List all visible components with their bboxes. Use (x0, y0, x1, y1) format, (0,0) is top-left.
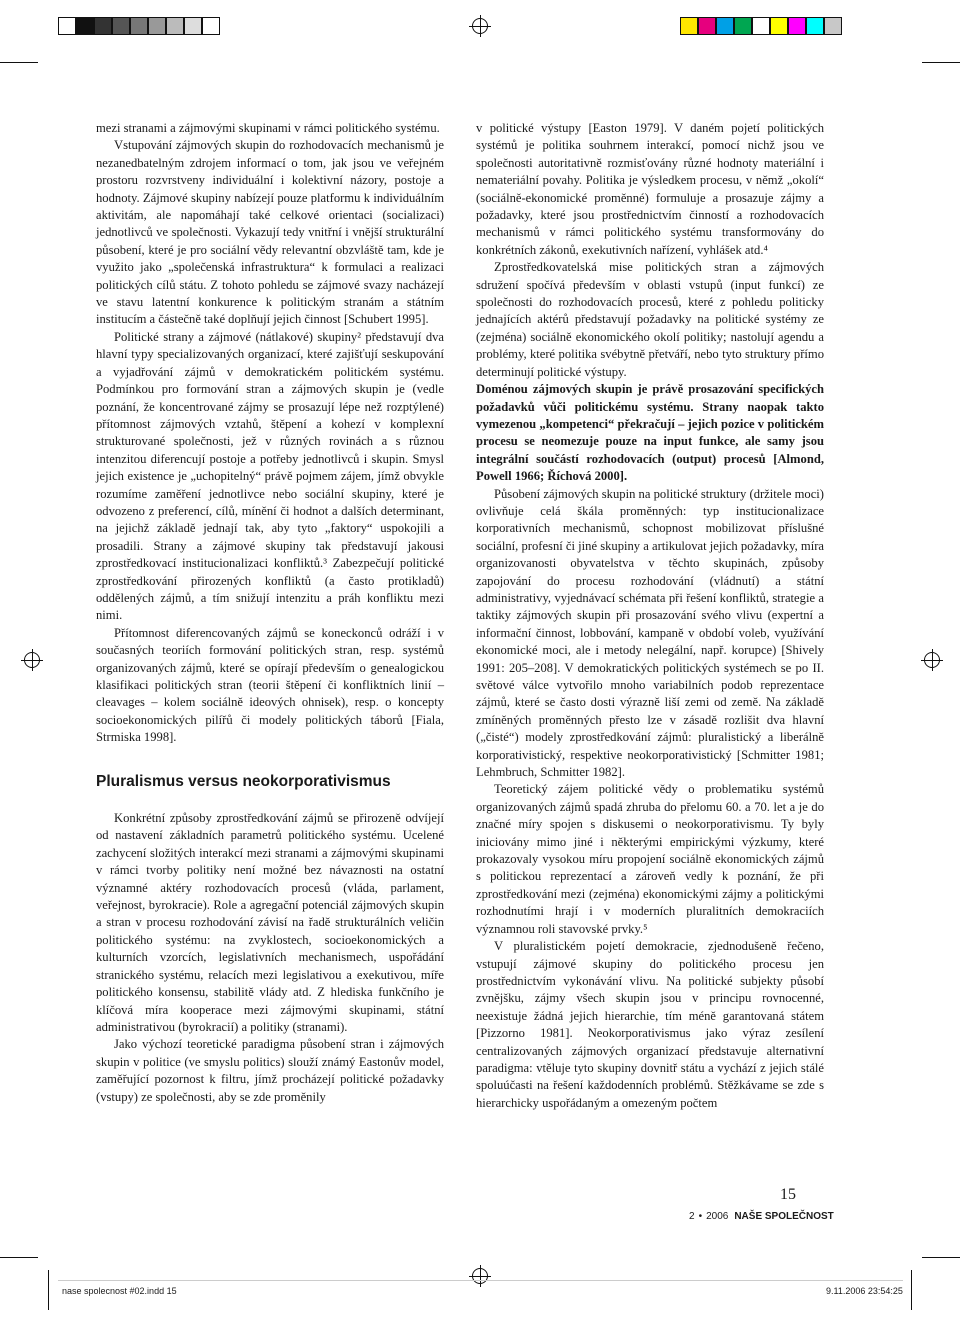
calibration-swatch (716, 17, 734, 35)
crop-mark (911, 1270, 912, 1310)
calibration-swatch (698, 17, 716, 35)
registration-mark-right-icon (924, 652, 940, 668)
print-slug (58, 1280, 903, 1301)
section-heading: Pluralismus versus neokorporativismus (96, 772, 391, 790)
issue-number: 2 (689, 1211, 695, 1222)
calibration-swatch (752, 17, 770, 35)
issue-year: 2006 (706, 1211, 729, 1222)
body-paragraph: v politické výstupy [Easton 1979]. V daném pojetí politických systémů je politika souhrnem interakcí, pomocí nichž jsou ve společnosti autoritativně rozmisťovány různé hodnoty materiální i nemateriální povahy. Politika je výsledkem procesu, v němž „okolí“ (sociálně-ekonomické proměnné) formuluje a prosazuje zájmy a požadavky, které jsou prostřednictvím činností a rozhodovacích mechanismů v rámci politického systému transformovány do konkrétních zákonů, exekutivních nařízení, vyhlášek atd.⁴ (476, 121, 824, 257)
calibration-swatch (202, 17, 220, 35)
body-paragraph: Teoretický zájem politické vědy o problematiku systémů organizovaných zájmů spadá zhruba do přelomu 60. a 70. let a je do značné míry spojen s diskusemi o neokorporativismu. Ty byly iniciovány mimo jiné i některými empirickými výzkumy, které prokazovaly vysokou míru propojení sociálně ekonomických zájmů s politickou reprezentací a zároveň vedly k poznání, že při zprostředkování mezi (zejména) ekonomickými zájmy a politickými rozhodnutími hrají i v moderních pluralitních demokraciích významnou roli stavovské prvky.⁵ (476, 782, 824, 936)
file-slug: nase spolecnost #02.indd 15 (62, 1286, 177, 1296)
calibration-swatch (770, 17, 788, 35)
body-paragraph: Konkrétní způsoby zprostředkování zájmů se přirozeně odvíjejí od nastavení základních parametrů politického systému. Ucelené zachycení složitých interakcí mezi stranami a zájmovými skupinami v rámci tvorby politiky není možné bez návaznosti na ostatní významné aktéry rozhodovacích procesů (vláda, parlament, veřejnost, byrokracie). Role a agregační potenciál zájmových skupin a stran v procesu rozhodování závisí na řadě strukturálních veličin politického systému: na zvyklostech, socioekonomických a kulturních vzorcích, legislativních mechanismech, uspořádání stranického systému, relacích mezi legislativou a exekutivou, míře politického konsensu, stabilitě vlády atd. Z hlediska funkčního je klíčová míra kooperace mezi zájmovými skupinami, státní administrativou (byrokracií) a politiky (stranami). (96, 811, 444, 1034)
body-paragraph: Politické strany a zájmové (nátlakové) skupiny² představují dva hlavní typy specializovaných organizací, které zajišťují seskupování a vyjadřování zájmů v demokratickém politickém systému. Podmínkou pro formování stran a zájmových skupin je (vedle poznání, že koncentrované zájmy se prosazují lépe než rozptýlené) přítomnost zájmových vztahů, štěpení a kohezí v komplexní strukturované společnosti, jež v různých rovinách a s různou intenzitou diferencují postoje a potřeby jednotlivců i skupin. Smysl jejich existence je „uchopitelný“ právě pojmem zájem, jímž obvykle rozumíme zaměření jednotlivce nebo sociální skupiny, které je odvozeno z preferencí, cílů, mínění či hodnot a dalších determinant, na jejichž základě jednají tak, aby tyto „faktory“ uspokojili a prosadili. Strany a zájmové skupiny tak představují jakousi zprostředkovací institucionalizaci konfliktů.³ Zabezpečují politické zprostředkování přirozených konfliktů (a často protikladů) oddělených zájmů, a tím snižují intenzitu a práh konfliktu mezi nimi. (96, 329, 444, 623)
body-paragraph: Působení zájmových skupin na politické struktury (držitele moci) ovlivňuje celá škála proměnných: typ institucionalizace korporativních mechanismů, schopnost mobilizovat příslušné sociální, profesní či jiné skupiny a artikulovat jejich požadavky, míra organizovanosti obyvatelstva v těchto skupinách, způsoby zapojování do procesu rozhodování (vládnutí) a státní administrativy, vyjednávací schémata při řešení konfliktů, strategie a taktiky zájmových skupin při prosazování svého vlivu (expertní a informační činnost, lobbování, kampaně v období voleb, využívání ekonomické moci, ale i metody nelegální, např. korupce) [Shively 1991: 205–208]. V demokratických politických systémech se po II. světové válce vytvořilo mnoho variabilních podob reprezentace zájmů, které se často dosti výrazně liší zemi od země. Na základě zmíněných proměnných přesto lze v zásadě rozlišit dva hlavní („čisté“) modely zprostředkování zájmů: pluralistický a liberálně korporativistický, respektive neokorporativistický [Schmitter 1981; Lehmbruch, Schmitter 1982]. (476, 486, 824, 780)
right-text-column (476, 120, 824, 1112)
crop-mark (48, 1270, 49, 1310)
calibration-swatch (166, 17, 184, 35)
journal-name: NAŠE SPOLEČNOST (734, 1211, 834, 1222)
calibration-swatch (734, 17, 752, 35)
crop-mark (922, 1257, 960, 1258)
calibration-swatch (58, 17, 76, 35)
calibration-swatch (788, 17, 806, 35)
calibration-swatch (806, 17, 824, 35)
body-paragraph: Jako výchozí teoretické paradigma působení stran i zájmových skupin v politice (ve smyslu politics) slouží známý Eastonův model, zaměřující pozornost k filtru, jímž procházejí politické požadavky (vstupy) ze společnosti, aby se zde proměnily (96, 1037, 444, 1104)
calibration-swatch (112, 17, 130, 35)
page-number: 15 (780, 1186, 796, 1203)
color-calibration-bar (680, 17, 842, 35)
crop-mark (0, 62, 38, 63)
registration-mark-left-icon (24, 652, 40, 668)
calibration-swatch (94, 17, 112, 35)
left-text-column (96, 120, 444, 1106)
crop-mark (922, 62, 960, 63)
separator-dot-icon: • (698, 1211, 703, 1222)
body-paragraph: mezi stranami a zájmovými skupinami v rámci politického systému. (96, 121, 440, 135)
calibration-swatch (680, 17, 698, 35)
print-timestamp: 9.11.2006 23:54:25 (826, 1286, 903, 1296)
crop-mark (0, 1257, 38, 1258)
calibration-swatch (148, 17, 166, 35)
grayscale-calibration-bar (58, 17, 220, 35)
running-footer (689, 1211, 834, 1222)
calibration-swatch (824, 17, 842, 35)
calibration-swatch (76, 17, 94, 35)
body-paragraph: Vstupování zájmových skupin do rozhodovacích mechanismů je nezanedbatelným zdrojem informací o tom, jak jsou ve veřejném prostoru rozvrstveny individuální i kolektivní názory, postoje a hodnoty. Zájmové skupiny nabízejí pouze platformu k individuálním aktivitám, ale napomáhají také celkové orientaci (socializaci) jednotlivců ve společnosti. Vykazují tedy vnitřní i vnější strukturální působení, které je pro sociální vědy relevantní obzvláště tam, kde je využito jako „společenská infrastruktura“ k formulaci a realizaci politických cílů státu. Z tohoto pohledu se zájmové svazy nacházejí ve stavu latentní konkurence k politickým stranám a státním institucím a částečně také doplňují jejich činnost [Schubert 1995]. (96, 138, 444, 327)
body-paragraph: Přítomnost diferencovaných zájmů se koneckonců odráží i v současných teoriích formování politických stran, resp. systémů organizovaných zájmů, které se opírají především o genealogickou klasifikaci politických stran (teorii štěpení či konfliktních linií – cleavages – kolem sociálně ideových ohnisek), resp. o koncepty socioekonomických pilířů či modely politických táborů [Fiala, Strmiska 1998]. (96, 625, 444, 745)
body-paragraph: Zprostředkovatelská mise politických stran a zájmových sdružení spočívá především v oblasti vstupů (input funkcí) ze společnosti do rozhodovacích procesů, které z pohledu politicky jednajících aktérů představují požadavky na politické systémy ze (zejména) sociálně ekonomického okolí politiky; nastolují agendu a problémy, které politika svébytně přetváří, nebo tyto struktury přímo determinují politické výstupy. (476, 260, 824, 379)
emphasis-paragraph: Doménou zájmových skupin je právě prosazování specifických požadavků vůči politickému systému. Strany naopak takto vymezenou „kompetenci“ překračují – jejich pozice v politickém procesu se neomezuje pouze na input funkce, ale samy jsou integrální součástí rozhodovacích (output) procesů [Almond, Powell 1966; Říchová 2000]. (476, 382, 824, 484)
registration-mark-top-icon (472, 18, 488, 34)
calibration-swatch (184, 17, 202, 35)
calibration-swatch (130, 17, 148, 35)
body-paragraph: V pluralistickém pojetí demokracie, zjednodušeně řečeno, vstupují zájmové skupiny do politického procesu jen prostřednictvím vykonávání vlivu. Na politické subjekty působí zvnějšku, zájmy všech skupin jsou v principu rovnocenné, neexistuje žádná jejich hierarchie, tím méně garantovaná státem [Pizzorno 1981]. Neokorporativismus jako výraz zesílení centralizovaných zájmových organizací představuje alternativní paradigma: vtěluje tyto skupiny dovnitř státu a vychází z jejich stálé spoluúčasti na řešení každodenních problémů. Stěžkávame se zde s hierarchicky uspořádaným a omezeným počtem (476, 939, 824, 1110)
